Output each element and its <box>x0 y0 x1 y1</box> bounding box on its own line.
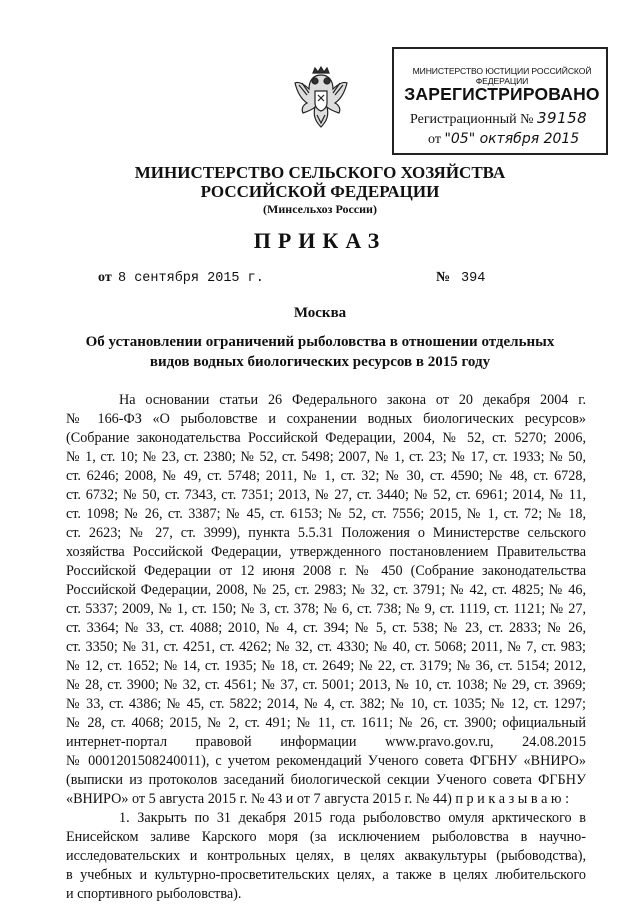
preamble-line: ст. 6732; № 50, ст. 7343, ст. 7351; 2013, № 27, ст. 3440; № 52, ст. 6961; 2014, № 11, <box>66 487 586 503</box>
preamble-line: № 33, ст. 4386; № 45, ст. 5822; 2014, № 4, ст. 382; № 10, ст. 1035; № 12, ст. 1297; <box>66 696 586 712</box>
preamble-line: № 0001201508240011), с учетом рекомендаций Ученого совета ФГБНУ «ВНИРО» <box>66 753 586 769</box>
stamp-date-value: "05" октября 2015 <box>444 131 580 147</box>
item-1-paragraph <box>66 809 586 904</box>
preamble-line: № 12, ст. 1652; № 14, ст. 1935; № 18, ст. 2649; № 22, ст. 3179; № 36, ст. 5154; 2012, <box>66 658 586 674</box>
ministry-name-line2: РОССИЙСКОЙ ФЕДЕРАЦИИ <box>200 182 440 201</box>
preamble-line: На основании статьи 26 Федерального закона от 20 декабря 2004 г. <box>119 392 586 408</box>
stamp-registered-title: ЗАРЕГИСТРИРОВАНО <box>404 84 600 104</box>
stamp-registration-row <box>410 109 587 128</box>
preamble-line: № 1, ст. 10; № 23, ст. 2380; № 52, ст. 5498; 2007, № 1, ст. 23; № 17, ст. 1933; № 50, <box>66 449 586 465</box>
preamble-line: (выписки из протоколов заседаний биологической секции Ученого совета ФГБНУ <box>66 772 586 788</box>
order-subject-line1: Об установлении ограничений рыболовства в отношении отдельных <box>85 334 555 350</box>
preamble-line: (Собрание законодательства Российской Федерации, 2004, № 52, ст. 5270; 2006, <box>66 430 586 446</box>
preamble-line: хозяйства Российской Федерации, утвержденного постановлением Правительства <box>66 544 586 560</box>
preamble-line: № 166-ФЗ «О рыболовстве и сохранении водных биологических ресурсов» <box>66 411 586 427</box>
item-line: Енисейском заливе Карского моря (за исключением рыболовства в научно- <box>66 829 586 845</box>
preamble-line: «ВНИРО» от 5 августа 2015 г. № 43 и от 7 августа 2015 г. № 44) п р и к а з ы в а ю : <box>66 791 570 807</box>
item-line: и спортивного рыболовства). <box>66 886 242 902</box>
preamble-line: ст. 3350; № 31, ст. 4251, ст. 4262; № 32, ст. 4330; № 40, ст. 5068; 2011, № 7, ст. 983; <box>66 639 586 655</box>
order-number-value: 394 <box>461 271 486 286</box>
preamble-line: № 28, ст. 3900; № 32, ст. 4561; № 37, ст. 5001; 2013, № 10, ст. 1038; № 29, ст. 3969; <box>66 677 586 693</box>
stamp-reg-number: 39158 <box>537 109 588 127</box>
ministry-name-line1: МИНИСТЕРСТВО СЕЛЬСКОГО ХОЗЯЙСТВА <box>134 163 506 182</box>
stamp-reg-label: Регистрационный № <box>410 112 534 127</box>
registration-stamp <box>392 47 608 155</box>
preamble-line: Российской Федерации, 2008, № 25, ст. 2983; № 32, ст. 3791; № 42, ст. 4825; № 46, <box>66 582 586 598</box>
preamble-line: № 28, ст. 4068; 2015, № 2, ст. 491; № 11, ст. 1611; № 26, ст. 3900; официальный <box>66 715 586 731</box>
item-line: в учебных и культурно-просветительских целях, а также в целях любительского <box>66 867 586 883</box>
order-subject-line2: видов водных биологических ресурсов в 2015 году <box>149 354 491 370</box>
stamp-date-row <box>428 131 579 148</box>
order-number-label: № <box>436 270 451 285</box>
item-line: 1. Закрыть по 31 декабря 2015 года рыболовство омуля арктического в <box>119 810 586 826</box>
ministry-short-name: (Минсельхоз России) <box>263 202 377 216</box>
order-date-value: 8 сентября 2015 г. <box>118 271 264 286</box>
preamble-line: ст. 6246; 2008, № 49, ст. 5748; 2011, № 1, ст. 32; № 30, ст. 4590; № 48, ст. 6728, <box>66 468 586 484</box>
preamble-line: ст. 2623; № 27, ст. 3999), пункта 5.5.31 Положения о Министерстве сельского <box>66 525 586 541</box>
stamp-date-label: от <box>428 132 441 147</box>
item-line: исследовательских и контрольных целях, в целях аквакультуры (рыбоводства), <box>66 848 586 864</box>
stamp-authority: МИНИСТЕРСТВО ЮСТИЦИИ РОССИЙСКОЙ ФЕДЕРАЦИИ <box>412 66 592 86</box>
order-date-label: от <box>98 270 112 285</box>
document-type-title: ПРИКАЗ <box>253 228 387 253</box>
preamble-paragraph <box>66 391 586 809</box>
preamble-line: ст. 1098; № 26, ст. 3387; № 45, ст. 6153; № 52, ст. 7556; 2015, № 1, ст. 72; № 18, <box>66 506 586 522</box>
preamble-line: ст. 3364; № 33, ст. 4088; 2010, № 4, ст. 394; № 5, ст. 538; № 23, ст. 2833; № 26, <box>66 620 586 636</box>
preamble-line: ст. 5337; 2009, № 1, ст. 150; № 3, ст. 378; № 6, ст. 738; № 9, ст. 1119, ст. 1121; № 27, <box>66 601 586 617</box>
coat-of-arms-emblem <box>293 65 349 131</box>
preamble-line: Российской Федерации от 12 июня 2008 г. № 450 (Собрание законодательства <box>66 563 586 579</box>
preamble-line: интернет-портал правовой информации www.pravo.gov.ru, 24.08.2015 <box>66 734 586 750</box>
city-name: Москва <box>293 305 347 321</box>
